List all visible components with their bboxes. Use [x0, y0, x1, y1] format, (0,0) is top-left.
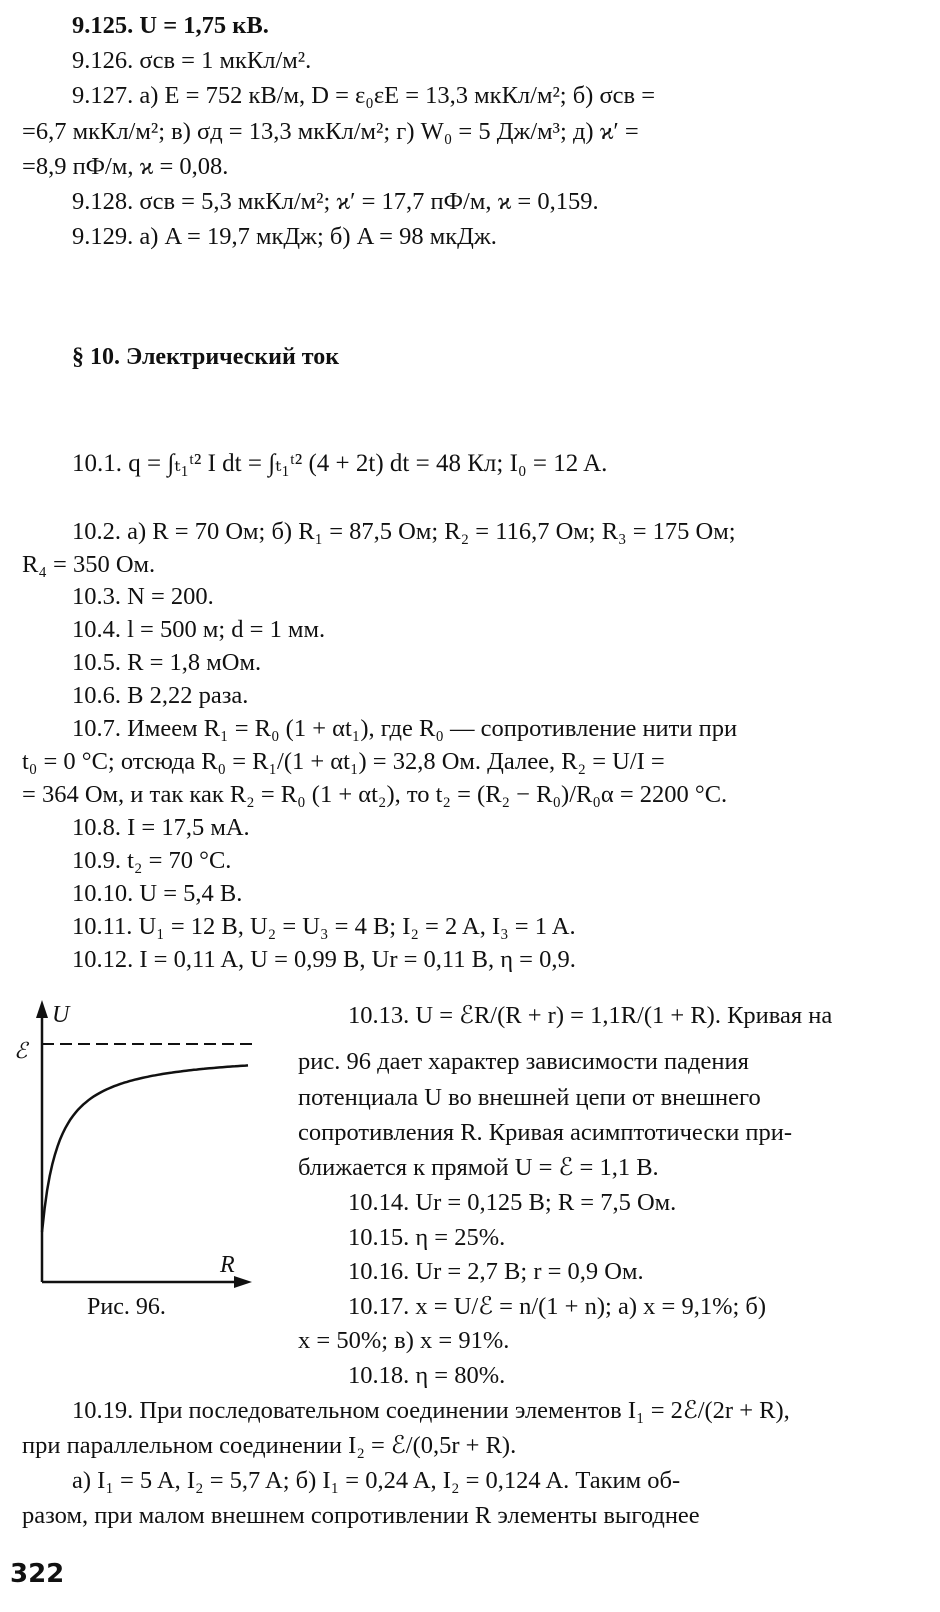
answer-10-17-cont: x = 50%; в) x = 91%. — [298, 1327, 510, 1354]
answer-10-19-cont: при параллельном соединении I₂ = ℰ/(0,5r + R). — [22, 1432, 517, 1459]
answer-10-19-cont2: а) I₁ = 5 A, I₂ = 5,7 A; б) I₁ = 0,24 A, I₂ = 0,124 A. Таким об- — [72, 1467, 681, 1494]
answer-10-3: 10.3. N = 200. — [72, 583, 214, 610]
page-number: 322 — [10, 1559, 65, 1589]
answer-9-129: 9.129. а) A = 19,7 мкДж; б) A = 98 мкДж. — [72, 223, 497, 250]
x-axis-label: R — [220, 1252, 235, 1278]
x-axis-arrow-icon — [234, 1276, 252, 1288]
answer-10-9: 10.9. t₂ = 70 °C. — [72, 847, 232, 874]
answer-10-13-cont: рис. 96 дает характер зависимости падения — [298, 1048, 749, 1075]
answer-10-13-cont2: потенциала U во внешней цепи от внешнего — [298, 1084, 761, 1111]
answer-10-11: 10.11. U₁ = 12 В, U₂ = U₃ = 4 В; I₂ = 2 A, I₃ = 1 A. — [72, 913, 576, 940]
answer-10-6: 10.6. В 2,22 раза. — [72, 682, 249, 709]
answer-10-13-cont3: сопротивления R. Кривая асимптотически при- — [298, 1119, 793, 1146]
answer-10-18: 10.18. η = 80%. — [348, 1362, 506, 1389]
answer-9-127-cont2: =8,9 пФ/м, ϰ = 0,08. — [22, 153, 229, 180]
answer-10-19: 10.19. При последовательном соединении элементов I₁ = 2ℰ/(2r + R), — [72, 1397, 790, 1424]
answer-10-13-cont4: ближается к прямой U = ℰ = 1,1 В. — [298, 1154, 659, 1181]
answer-9-127-cont: =6,7 мкКл/м²; в) σд = 13,3 мкКл/м²; г) W₀ = 5 Дж/м³; д) ϰ′ = — [22, 118, 639, 145]
answer-9-127: 9.127. а) E = 752 кВ/м, D = ε₀εE = 13,3 мкКл/м²; б) σсв = — [72, 82, 656, 109]
answer-10-2: 10.2. а) R = 70 Ом; б) R₁ = 87,5 Ом; R₂ = 116,7 Ом; R₃ = 175 Ом; — [72, 518, 736, 545]
answer-10-15: 10.15. η = 25%. — [348, 1224, 506, 1251]
y-axis-label: U — [52, 1002, 70, 1028]
answer-10-12: 10.12. I = 0,11 A, U = 0,99 В, Ur = 0,11 В, η = 0,9. — [72, 946, 576, 973]
answer-10-14: 10.14. Ur = 0,125 В; R = 7,5 Ом. — [348, 1189, 677, 1216]
answer-10-7-cont2: = 364 Ом, и так как R₂ = R₀ (1 + αt₂), то t₂ = (R₂ − R₀)/R₀α = 2200 °C. — [22, 781, 728, 808]
answer-9-128: 9.128. σсв = 5,3 мкКл/м²; ϰ′ = 17,7 пФ/м, ϰ = 0,159. — [72, 188, 599, 215]
answer-10-4: 10.4. l = 500 м; d = 1 мм. — [72, 616, 326, 643]
answer-10-5: 10.5. R = 1,8 мОм. — [72, 649, 262, 676]
curve — [42, 1065, 248, 1232]
answer-10-16: 10.16. Ur = 2,7 В; r = 0,9 Ом. — [348, 1258, 644, 1285]
answer-10-19-cont3: разом, при малом внешнем сопротивлении R элементы выгоднее — [22, 1502, 700, 1529]
figure-96 — [12, 996, 262, 1316]
answer-10-7-cont: t₀ = 0 °C; отсюда R₀ = R₁/(1 + αt₁) = 32,8 Ом. Далее, R₂ = U/I = — [22, 748, 665, 775]
section-heading: § 10. Электрический ток — [72, 344, 340, 370]
answer-9-125: 9.125. U = 1,75 кВ. — [72, 12, 269, 39]
figure-caption: Рис. 96. — [87, 1294, 166, 1316]
answer-10-10: 10.10. U = 5,4 В. — [72, 880, 243, 907]
answer-10-2-cont: R₄ = 350 Ом. — [22, 551, 156, 578]
answer-10-8: 10.8. I = 17,5 мA. — [72, 814, 250, 841]
asymptote-label: ℰ — [14, 1038, 28, 1063]
answer-10-17: 10.17. x = U/ℰ = n/(1 + n); а) x = 9,1%; б) — [348, 1293, 767, 1320]
answer-9-126: 9.126. σсв = 1 мкКл/м². — [72, 47, 312, 74]
y-axis-arrow-icon — [36, 1000, 48, 1018]
answer-10-1: 10.1. q = ∫ₜ₁ᵗ² I dt = ∫ₜ₁ᵗ² (4 + 2t) dt = 48 Кл; I₀ = 12 A. — [72, 450, 608, 477]
answer-10-13: 10.13. U = ℰR/(R + r) = 1,1R/(1 + R). Кривая на — [348, 1002, 833, 1029]
answer-10-7: 10.7. Имеем R₁ = R₀ (1 + αt₁), где R₀ — сопротивление нити при — [72, 715, 738, 742]
